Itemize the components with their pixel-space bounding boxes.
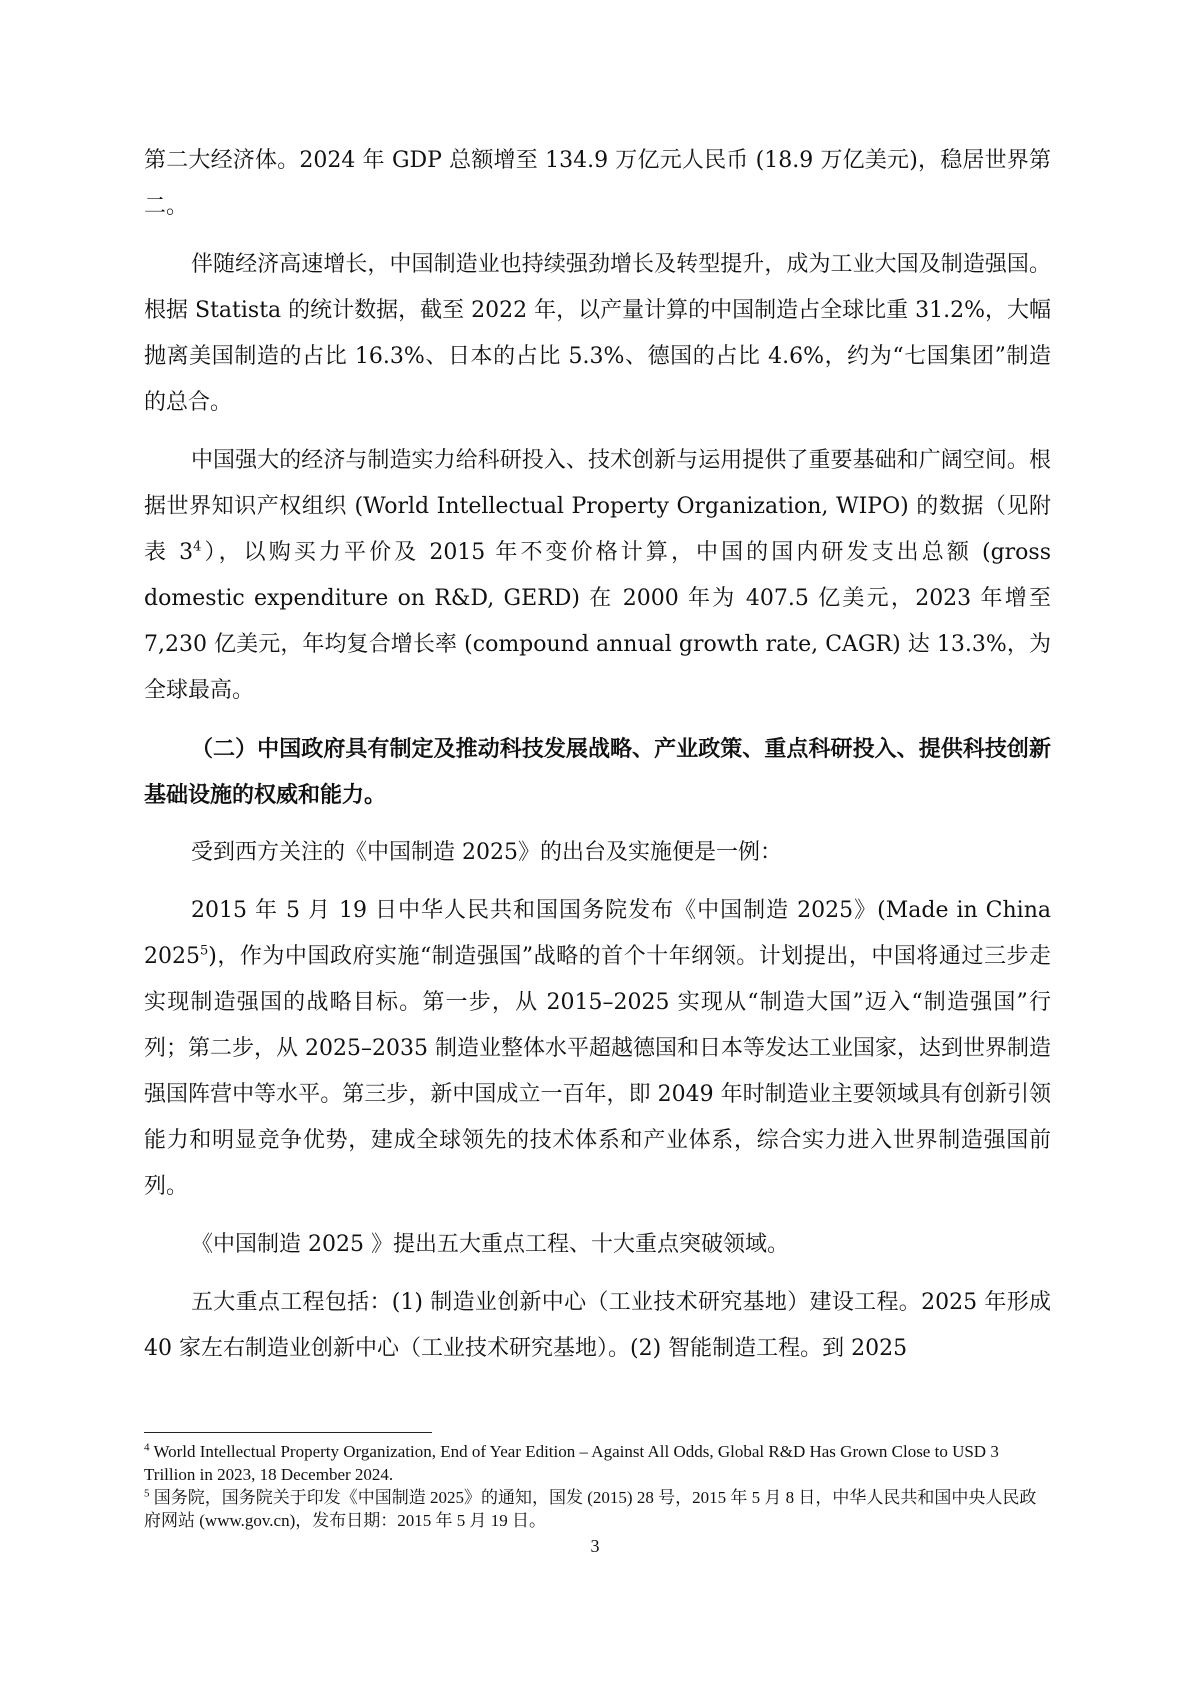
footnote-ref-4: 4 (193, 539, 202, 555)
footnote-4 (144, 1440, 1051, 1486)
footnote-divider (144, 1432, 432, 1433)
page-number: 3 (590, 1536, 600, 1556)
footnote-text: World Intellectual Property Organization, End of Year Edition – Against All Odds, Global R&D Has Grown Close to USD 3 Trillion in 2023, 18 December 2024. (144, 1442, 999, 1484)
footnote-mark: 4 (144, 1441, 150, 1454)
text-segment: 中国强大的经济与制造实力给科研投入、技术创新与运用提供了重要基础和广阔空间。根据世界知识产权组织 (World Intellectual Property Organization, WIPO) 的数据（见附表 3 (144, 448, 1051, 565)
paragraph-research-investment (144, 438, 1051, 714)
text-segment: 2015 年 5 月 19 日中华人民共和国国务院发布《中国制造 2025》(Made in China 2025 (144, 898, 1051, 969)
paragraph-five-projects: 五大重点工程包括：(1) 制造业创新中心（工业技术研究基地）建设工程。2025 年形成 40 家左右制造业创新中心（工业技术研究基地）。(2) 智能制造工程。到 2025 (144, 1290, 1051, 1361)
text-segment: ），以购买力平价及 2015 年不变价格计算，中国的国内研发支出总额 (gross domestic expenditure on R&D, GERD) 在 2000 年为 407.5 亿美元，2023 年增至 7,230 亿美元，年均复合增长率 (compound annual growth rate, CAGR) 达 13.3%，为全球最高。 (144, 540, 1051, 703)
paragraph-gdp-continuation: 第二大经济体。2024 年 GDP 总额增至 134.9 万亿元人民币 (18.9 万亿美元)，稳居世界第二。 (144, 148, 1051, 219)
paragraph-example-intro: 受到西方关注的《中国制造 2025》的出台及实施便是一例： (191, 840, 782, 865)
footnote-5 (144, 1486, 1051, 1532)
footnotes (144, 1440, 1051, 1532)
paragraph-key-projects: 《中国制造 2025 》提出五大重点工程、十大重点突破领域。 (191, 1232, 789, 1257)
footnote-text: 国务院，国务院关于印发《中国制造 2025》的通知，国发 (2015) 28 号，2015 年 5 月 8 日，中华人民共和国中央人民政府网站 (www.gov.cn)，发布日期：2015 年 5 月 19 日。 (144, 1488, 1037, 1530)
footnote-mark: 5 (144, 1487, 150, 1500)
section-heading: （二）中国政府具有制定及推动科技发展战略、产业政策、重点科研投入、提供科技创新基础设施的权威和能力。 (144, 736, 1051, 808)
main-text (144, 138, 1051, 1384)
footnote-ref-5: 5 (200, 943, 209, 959)
paragraph-manufacturing: 伴随经济高速增长，中国制造业也持续强劲增长及转型提升，成为工业大国及制造强国。根据 Statista 的统计数据，截至 2022 年，以产量计算的中国制造占全球比重 31.2%，大幅抛离美国制造的占比 16.3%、日本的占比 5.3%、德国的占比 4.6%，约为“七国集团”制造的总合。 (144, 252, 1051, 415)
text-segment: )，作为中国政府实施“制造强国”战略的首个十年纲领。计划提出，中国将通过三步走实现制造强国的战略目标。第一步，从 2015–2025 实现从“制造大国”迈入“制造强国”行列；第二步，从 2025–2035 制造业整体水平超越德国和日本等发达工业国家，达到世界制造强国阵营中等水平。第三步，新中国成立一百年，即 2049 年时制造业主要领域具有创新引领能力和明显竞争优势，建成全球领先的技术体系和产业体系，综合实力进入世界制造强国前列。 (144, 944, 1051, 1199)
paragraph-made-in-china-2025 (144, 888, 1051, 1210)
